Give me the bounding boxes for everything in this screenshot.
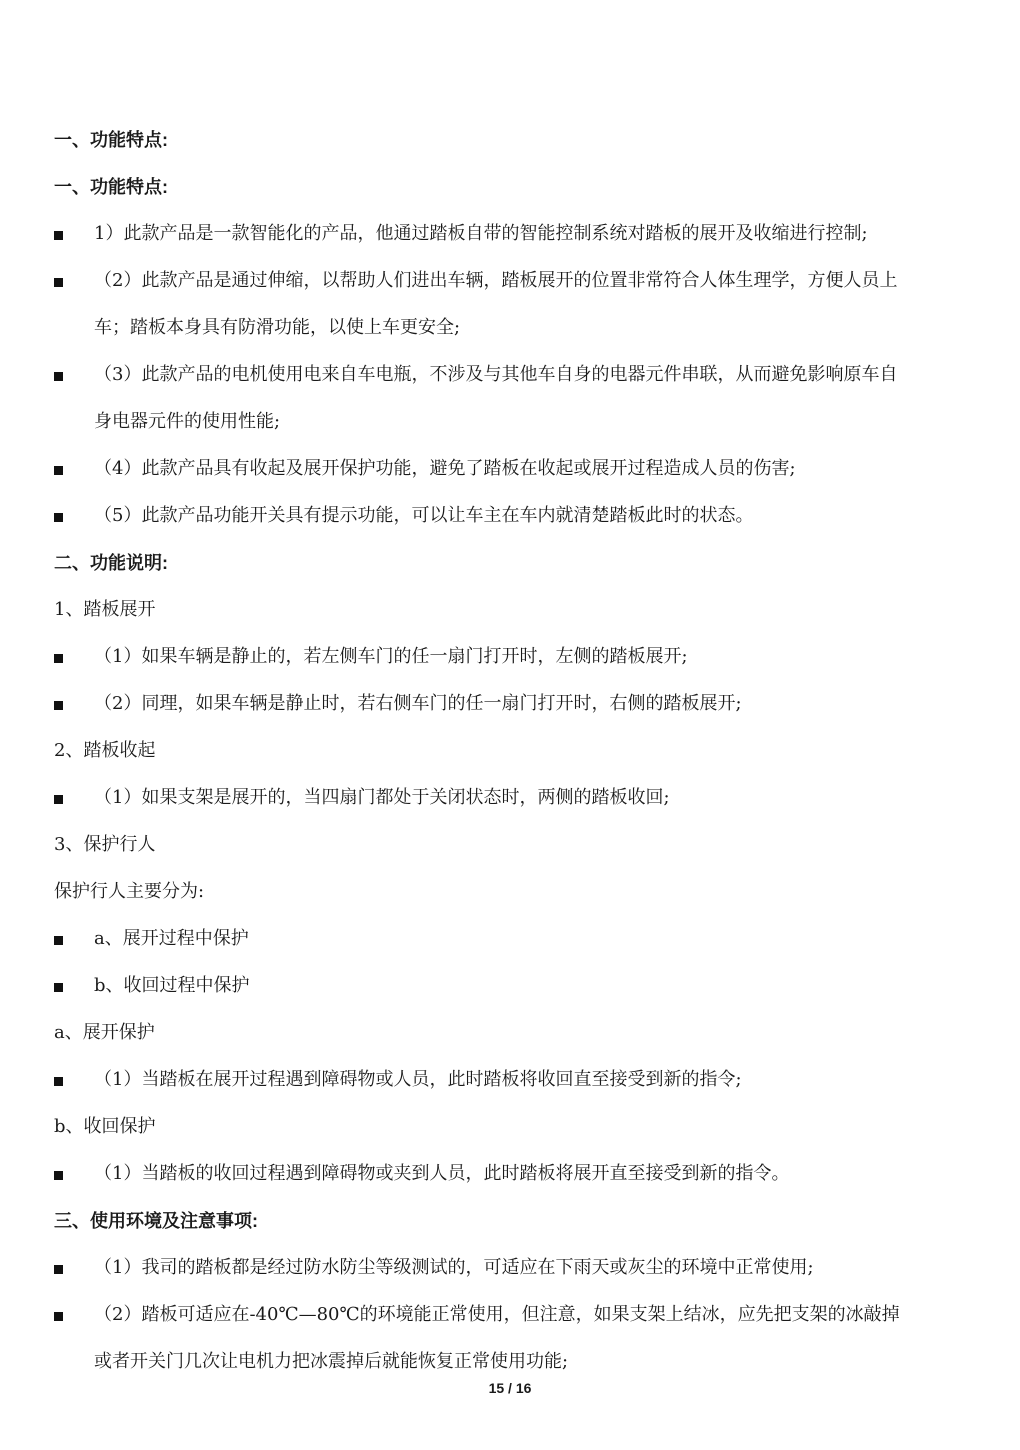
paragraph-line: （2）同理，如果车辆是静止时，若右侧车门的任一扇门打开时，右侧的踏板展开; xyxy=(94,693,742,714)
bullet-icon xyxy=(54,654,63,663)
paragraph-line: （1）当踏板的收回过程遇到障碍物或夹到人员，此时踏板将展开直至接受到新的指令。 xyxy=(94,1163,790,1184)
paragraph-line: 1）此款产品是一款智能化的产品，他通过踏板自带的智能控制系统对踏板的展开及收缩进行控制; xyxy=(94,223,868,244)
bullet-icon xyxy=(54,983,63,992)
bullet-icon xyxy=(54,1312,63,1321)
subheading: 1、踏板展开 xyxy=(54,599,156,620)
bullet-icon xyxy=(54,231,63,240)
bullet-icon xyxy=(54,1265,63,1274)
bullet-icon xyxy=(54,936,63,945)
paragraph-line: （1）如果支架是展开的，当四扇门都处于关闭状态时，两侧的踏板收回; xyxy=(94,787,670,808)
paragraph-line: （1）如果车辆是静止的，若左侧车门的任一扇门打开时，左侧的踏板展开; xyxy=(94,646,688,667)
paragraph-line: （5）此款产品功能开关具有提示功能，可以让车主在车内就清楚踏板此时的状态。 xyxy=(94,505,754,526)
subheading: a、展开保护 xyxy=(54,1022,155,1043)
paragraph-line: （2）此款产品是通过伸缩，以帮助人们进出车辆，踏板展开的位置非常符合人体生理学，方便人员上 xyxy=(94,270,898,291)
paragraph-line: 车；踏板本身具有防滑功能，以使上车更安全; xyxy=(94,317,461,338)
subheading: b、收回保护 xyxy=(54,1116,156,1137)
bullet-icon xyxy=(54,1077,63,1086)
paragraph-line: （1）我司的踏板都是经过防水防尘等级测试的，可适应在下雨天或灰尘的环境中正常使用; xyxy=(94,1257,814,1278)
paragraph-line: （4）此款产品具有收起及展开保护功能，避免了踏板在收起或展开过程造成人员的伤害; xyxy=(94,458,796,479)
bullet-icon xyxy=(54,795,63,804)
paragraph-line: b、收回过程中保护 xyxy=(94,975,250,996)
paragraph-line: a、展开过程中保护 xyxy=(94,928,249,949)
page-number: 15 / 16 xyxy=(488,1380,532,1396)
section-heading: 一、功能特点: xyxy=(54,177,168,197)
section-heading: 二、功能说明: xyxy=(54,553,168,573)
bullet-icon xyxy=(54,466,63,475)
section-heading: 一、功能特点: xyxy=(54,130,168,150)
paragraph-line: （1）当踏板在展开过程遇到障碍物或人员，此时踏板将收回直至接受到新的指令; xyxy=(94,1069,742,1090)
paragraph-line: 身电器元件的使用性能; xyxy=(94,411,281,432)
section-heading: 三、使用环境及注意事项: xyxy=(54,1211,258,1231)
paragraph-line: 或者开关门几次让电机力把冰震掉后就能恢复正常使用功能; xyxy=(94,1351,569,1372)
paragraph-line: 保护行人主要分为: xyxy=(54,881,205,902)
subheading: 3、保护行人 xyxy=(54,834,156,855)
bullet-icon xyxy=(54,372,63,381)
paragraph-line: （2）踏板可适应在-40℃—80℃的环境能正常使用，但注意，如果支架上结冰，应先把支架的冰敲掉 xyxy=(94,1304,900,1325)
bullet-icon xyxy=(54,701,63,710)
paragraph-line: （3）此款产品的电机使用电来自车电瓶，不涉及与其他车自身的电器元件串联，从而避免影响原车自 xyxy=(94,364,898,385)
bullet-icon xyxy=(54,513,63,522)
bullet-icon xyxy=(54,278,63,287)
bullet-icon xyxy=(54,1171,63,1180)
subheading: 2、踏板收起 xyxy=(54,740,156,761)
